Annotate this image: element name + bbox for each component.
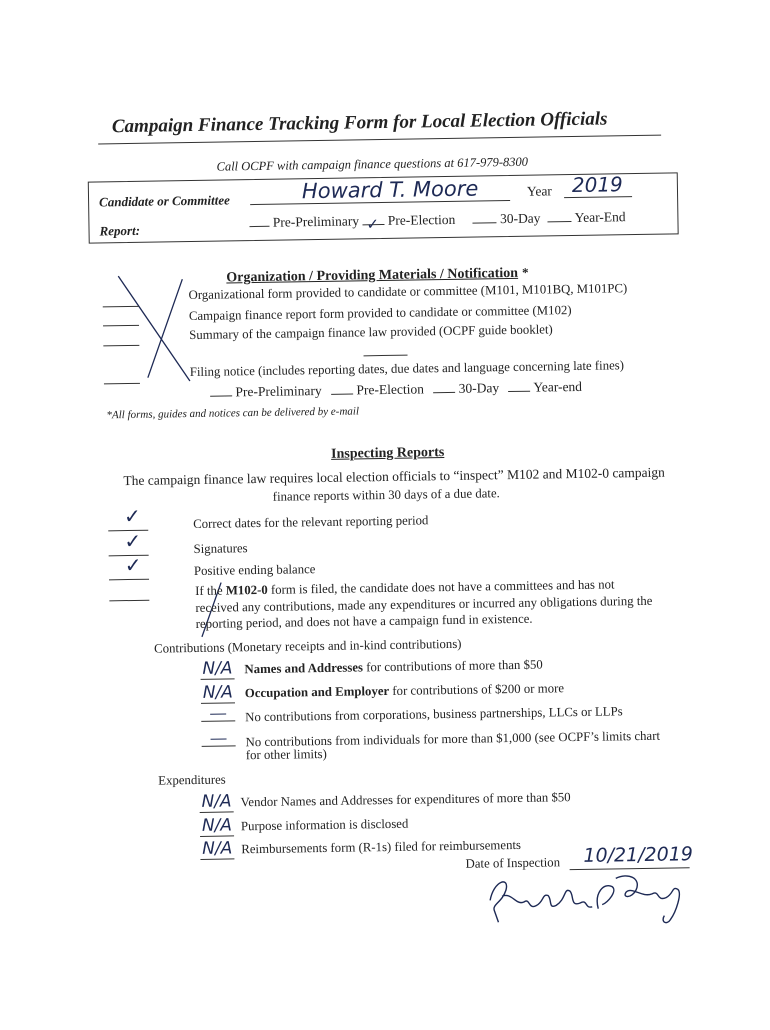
expenditure-row-2 xyxy=(200,813,409,837)
form-title: Campaign Finance Tracking Form for Local Election Officials xyxy=(111,108,608,138)
na-mark[interactable]: N/A xyxy=(201,815,233,836)
candidate-field[interactable] xyxy=(250,178,510,205)
org-item-1: Organizational form provided to candidate or committee (M101, M101BQ, M101PC) xyxy=(188,281,628,303)
contribution-row-2 xyxy=(201,677,564,704)
year-value: 2019 xyxy=(571,172,623,198)
dash-mark[interactable] xyxy=(201,731,235,747)
organization-footnote: *All forms, guides and notices can be delivered by e-mail xyxy=(106,405,360,422)
na-mark[interactable]: N/A xyxy=(202,838,233,859)
report-blank-year-end[interactable] xyxy=(548,221,572,222)
org-item-2: Campaign finance report form provided to candidate or committee (M102) xyxy=(188,303,572,324)
year-field[interactable] xyxy=(564,174,632,198)
na-mark[interactable]: N/A xyxy=(202,658,233,679)
report-blank-30-day[interactable] xyxy=(473,222,497,223)
filing-blank-30-day[interactable] xyxy=(433,392,455,393)
expenditure-text-2: Purpose information is disclosed xyxy=(240,816,409,834)
divider-short xyxy=(364,355,408,357)
contribution-row-3 xyxy=(201,700,623,727)
m1020-prefix: If the xyxy=(195,583,226,598)
organization-asterisk: * xyxy=(521,264,529,280)
call-line: Call OCPF with campaign finance questions at 617-979-8300 xyxy=(216,154,529,174)
contributions-label: Contributions (Monetary receipts and in-kind contributions) xyxy=(154,636,462,656)
na-mark[interactable]: N/A xyxy=(202,682,234,703)
na-mark[interactable]: N/A xyxy=(201,791,232,812)
report-blank-pre-election[interactable] xyxy=(362,215,384,234)
check-item-1: Correct dates for the relevant reporting period xyxy=(193,513,429,532)
inspecting-heading: Inspecting Reports xyxy=(330,445,445,462)
date-of-inspection-label: Date of Inspection xyxy=(465,855,561,871)
organization-heading: Organization / Providing Materials / Notification xyxy=(226,265,519,286)
check-mark-icon: ✓ xyxy=(124,530,142,554)
check-mark-icon: ✓ xyxy=(366,215,380,234)
report-option-pre-preliminary: Pre-Preliminary xyxy=(272,213,360,230)
report-blank-pre-preliminary[interactable] xyxy=(249,226,269,227)
filing-options xyxy=(210,379,582,401)
report-option-year-end: Year-End xyxy=(574,209,626,225)
filing-blank-year-end[interactable] xyxy=(509,391,531,392)
year-label: Year xyxy=(526,183,552,199)
contribution-bold-1: Names and Addresses xyxy=(244,660,364,677)
expenditure-text-3: Reimbursements form (R-1s) filed for reimbursements xyxy=(241,837,522,857)
report-option-pre-election: Pre-Election xyxy=(387,211,456,228)
m1020-form-name: M102-0 xyxy=(225,582,268,598)
contribution-text-2: for contributions of $200 or more xyxy=(389,681,565,698)
check-blank-3[interactable] xyxy=(109,554,149,581)
contribution-text-4: No contributions from individuals for more than $1,000 (see OCPF’s limits chart xyxy=(245,728,661,750)
report-option-30-day: 30-Day xyxy=(499,210,541,227)
expenditure-row-1 xyxy=(199,786,570,813)
inspecting-intro-line1: The campaign finance law requires local election officials to “inspect” M102 and M102-0 campaign xyxy=(123,464,665,489)
expenditure-text-1: Vendor Names and Addresses for expenditures of more than $50 xyxy=(240,790,571,810)
filing-option-pre-preliminary: Pre-Preliminary xyxy=(235,382,322,400)
filing-blank-pre-election[interactable] xyxy=(331,393,353,394)
contribution-text-3: No contributions from corporations, business partnerships, LLCs or LLPs xyxy=(245,704,623,725)
contribution-text-4-line2: for other limits) xyxy=(245,746,327,763)
signature xyxy=(476,863,707,931)
org-item-3: Summary of the campaign finance law provided (OCPF guide booklet) xyxy=(189,322,553,343)
check-item-3: Positive ending balance xyxy=(193,562,316,579)
filing-option-pre-election: Pre-Election xyxy=(356,381,425,398)
m1020-rest: form is filed, the candidate does not have a committees and has not xyxy=(267,577,615,597)
candidate-value: Howard T. Moore xyxy=(301,176,479,204)
filing-option-30-day: 30-Day xyxy=(458,380,500,396)
report-label: Report: xyxy=(99,222,141,239)
m1020-line3: reporting period, and does not have a campaign fund in existence. xyxy=(195,611,533,631)
inspecting-intro-line2: finance reports within 30 days of a due date. xyxy=(272,486,500,504)
check-mark-icon: ✓ xyxy=(123,505,141,529)
date-of-inspection-value: 10/21/2019 xyxy=(583,843,694,867)
filing-blank-pre-preliminary[interactable] xyxy=(210,395,232,396)
contribution-bold-2: Occupation and Employer xyxy=(244,683,390,701)
filing-option-year-end: Year-end xyxy=(533,378,583,395)
dash-mark[interactable] xyxy=(201,706,235,722)
check-item-2: Signatures xyxy=(193,541,248,557)
contribution-text-1: for contributions of more than $50 xyxy=(362,657,543,675)
expenditures-label: Expenditures xyxy=(158,772,226,788)
m1020-line2: received any contributions, made any expenditures or incurred any obligations during the xyxy=(195,593,653,615)
contribution-row-1 xyxy=(200,654,543,680)
check-mark-icon: ✓ xyxy=(124,554,142,578)
candidate-label: Candidate or Committee xyxy=(98,192,230,210)
m1020-blank[interactable] xyxy=(109,600,149,602)
org-item-4: Filing notice (includes reporting dates, due dates and language concerning late fines) xyxy=(189,358,625,380)
